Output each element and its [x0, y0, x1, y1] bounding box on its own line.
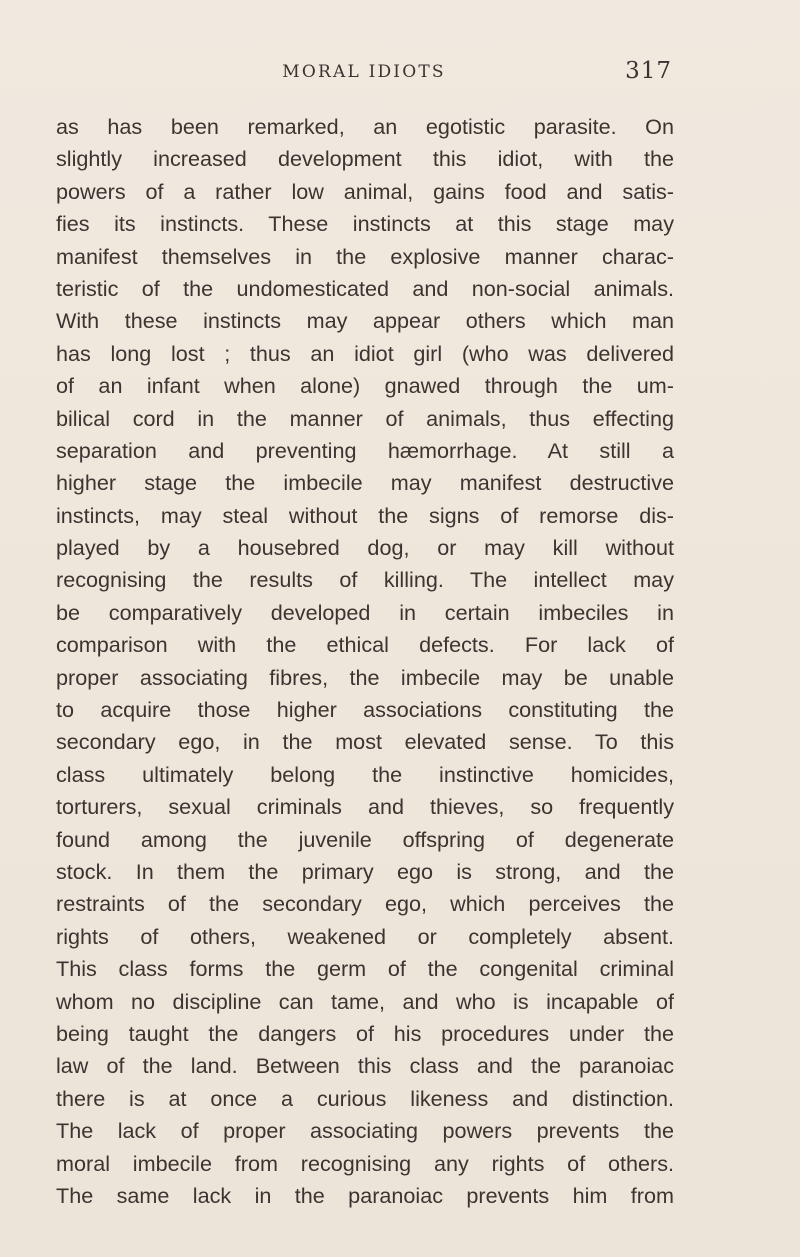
- text-line: has long lost ; thus an idiot girl (who was delivered: [56, 340, 674, 366]
- text-line: bilical cord in the manner of animals, thus effecting: [56, 405, 674, 431]
- text-line: manifest themselves in the explosive manner charac-: [56, 243, 674, 269]
- text-line: With these instincts may appear others which man: [56, 308, 674, 334]
- text-line: law of the land. Between this class and the paranoiac: [56, 1053, 674, 1079]
- page-number: 317: [625, 58, 672, 84]
- text-line: played by a housebred dog, or may kill without: [56, 535, 674, 561]
- text-line: instincts, may steal without the signs of remorse dis-: [56, 502, 674, 528]
- text-line: slightly increased development this idiot, with the: [56, 146, 674, 172]
- text-line: class ultimately belong the instinctive homicides,: [56, 761, 674, 787]
- text-line: restraints of the secondary ego, which perceives the: [56, 891, 674, 917]
- text-line: rights of others, weakened or completely absent.: [56, 923, 674, 949]
- text-line: of an infant when alone) gnawed through the um-: [56, 373, 674, 399]
- text-line: separation and preventing hæmorrhage. At still a: [56, 437, 674, 463]
- body-text: [56, 111, 674, 1212]
- text-line: being taught the dangers of his procedures under the: [56, 1020, 674, 1046]
- text-line: to acquire those higher associations constituting the: [56, 697, 674, 723]
- text-line: found among the juvenile offspring of degenerate: [56, 826, 674, 852]
- text-line: there is at once a curious likeness and distinction.: [56, 1085, 674, 1111]
- text-line: recognising the results of killing. The intellect may: [56, 567, 674, 593]
- text-line: fies its instincts. These instincts at this stage may: [56, 211, 674, 237]
- text-line: stock. In them the primary ego is strong, and the: [56, 858, 674, 884]
- running-head: [56, 58, 672, 92]
- text-line: torturers, sexual criminals and thieves, so frequently: [56, 794, 674, 820]
- text-line: comparison with the ethical defects. For lack of: [56, 632, 674, 658]
- text-line: The lack of proper associating powers prevents the: [56, 1118, 674, 1144]
- text-line: This class forms the germ of the congenital criminal: [56, 956, 674, 982]
- text-line: secondary ego, in the most elevated sense. To this: [56, 729, 674, 755]
- text-line: be comparatively developed in certain imbeciles in: [56, 599, 674, 625]
- text-line: whom no discipline can tame, and who is incapable of: [56, 988, 674, 1014]
- text-line: higher stage the imbecile may manifest destructive: [56, 470, 674, 496]
- running-title: MORAL IDIOTS: [282, 62, 446, 82]
- text-line: moral imbecile from recognising any rights of others.: [56, 1150, 674, 1176]
- text-line: as has been remarked, an egotistic parasite. On: [56, 114, 674, 139]
- text-line: The same lack in the paranoiac prevents him from: [56, 1182, 674, 1208]
- text-line: teristic of the undomesticated and non-social animals.: [56, 275, 674, 301]
- text-line: proper associating fibres, the imbecile may be unable: [56, 664, 674, 690]
- text-line: powers of a rather low animal, gains food and satis-: [56, 178, 674, 204]
